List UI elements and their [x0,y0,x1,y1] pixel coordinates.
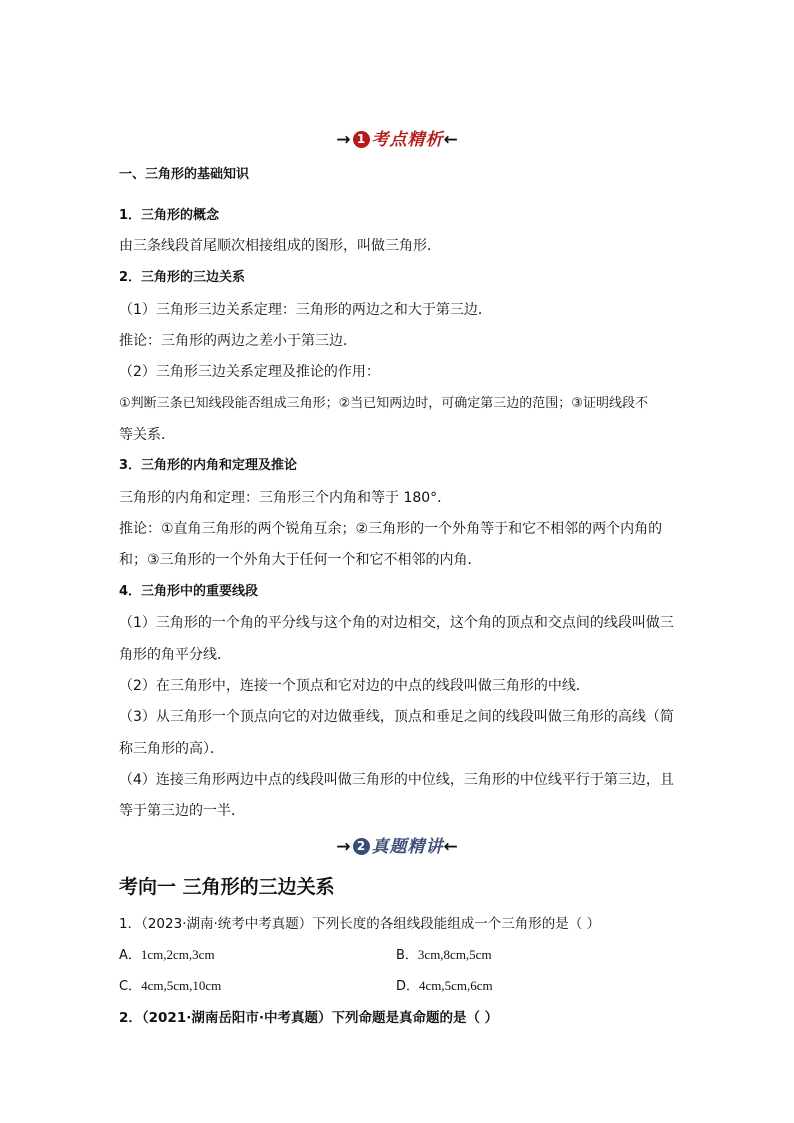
paragraph: （2）在三角形中，连接一个顶点和它对边的中点的线段叫做三角形的中线． [119,678,590,694]
arrow-left-icon: ← [443,130,458,150]
section-title: 一、三角形的基础知识 [119,167,250,182]
paragraph: 角形的角平分线． [119,647,231,663]
banner-kaodian [0,128,794,152]
arrow-right-icon: → [336,837,351,857]
question-stem: 1．（2023·湖南·统考中考真题）下列长度的各组线段能组成一个三角形的是（ ） [119,916,601,932]
arrow-left-icon: ← [443,837,458,857]
paragraph: （4）连接三角形两边中点的线段叫做三角形的中位线，三角形的中位线平行于第三边，且 [119,772,674,788]
topic-heading: 考向一 三角形的三边关系 [119,876,335,898]
option-d: D．4cm,5cm,6cm [396,978,493,994]
number-badge: 1 [353,131,370,148]
paragraph: 推论：三角形的两边之差小于第三边． [119,333,357,349]
point-title: 4．三角形中的重要线段 [119,584,259,599]
arrow-right-icon: → [336,130,351,150]
paragraph: （1）三角形三边关系定理：三角形的两边之和大于第三边． [119,302,492,318]
paragraph: 称三角形的高）． [119,741,224,757]
point-title: 1．三角形的概念 [119,208,220,223]
paragraph: 等于第三边的一半． [119,803,245,819]
point-title: 3．三角形的内角和定理及推论 [119,458,298,473]
paragraph: （3）从三角形一个顶点向它的对边做垂线，顶点和垂足之间的线段叫做三角形的高线（简 [119,709,674,725]
paragraph: （2）三角形三边关系定理及推论的作用： [119,364,380,380]
option-c: C．4cm,5cm,10cm [119,978,222,994]
banner-title: 考点精析 [371,130,444,150]
banner-zhenti [0,835,794,859]
point-title: 2．三角形的三边关系 [119,270,246,285]
option-a: A．1cm,2cm,3cm [119,947,215,963]
paragraph: 和；③三角形的一个外角大于任何一个和它不相邻的内角． [119,552,482,568]
paragraph: （1）三角形的一个角的平分线与这个角的对边相交，这个角的顶点和交点间的线段叫做三 [119,615,674,631]
number-badge: 2 [353,838,370,855]
paragraph: ①判断三条已知线段能否组成三角形；②当已知两边时，可确定第三边的范围；③证明线段不 [119,396,648,411]
banner-title: 真题精讲 [371,837,444,857]
option-b: B．3cm,8cm,5cm [396,947,492,963]
paragraph: 等关系． [119,427,175,443]
paragraph: 由三条线段首尾顺次相接组成的图形，叫做三角形． [119,238,441,254]
question-stem: 2．（2021·湖南岳阳市·中考真题）下列命题是真命题的是（ ） [119,1010,499,1026]
paragraph: 推论：①直角三角形的两个锐角互余；②三角形的一个外角等于和它不相邻的两个内角的 [119,521,663,537]
paragraph: 三角形的内角和定理：三角形三个内角和等于 180°． [119,490,452,506]
